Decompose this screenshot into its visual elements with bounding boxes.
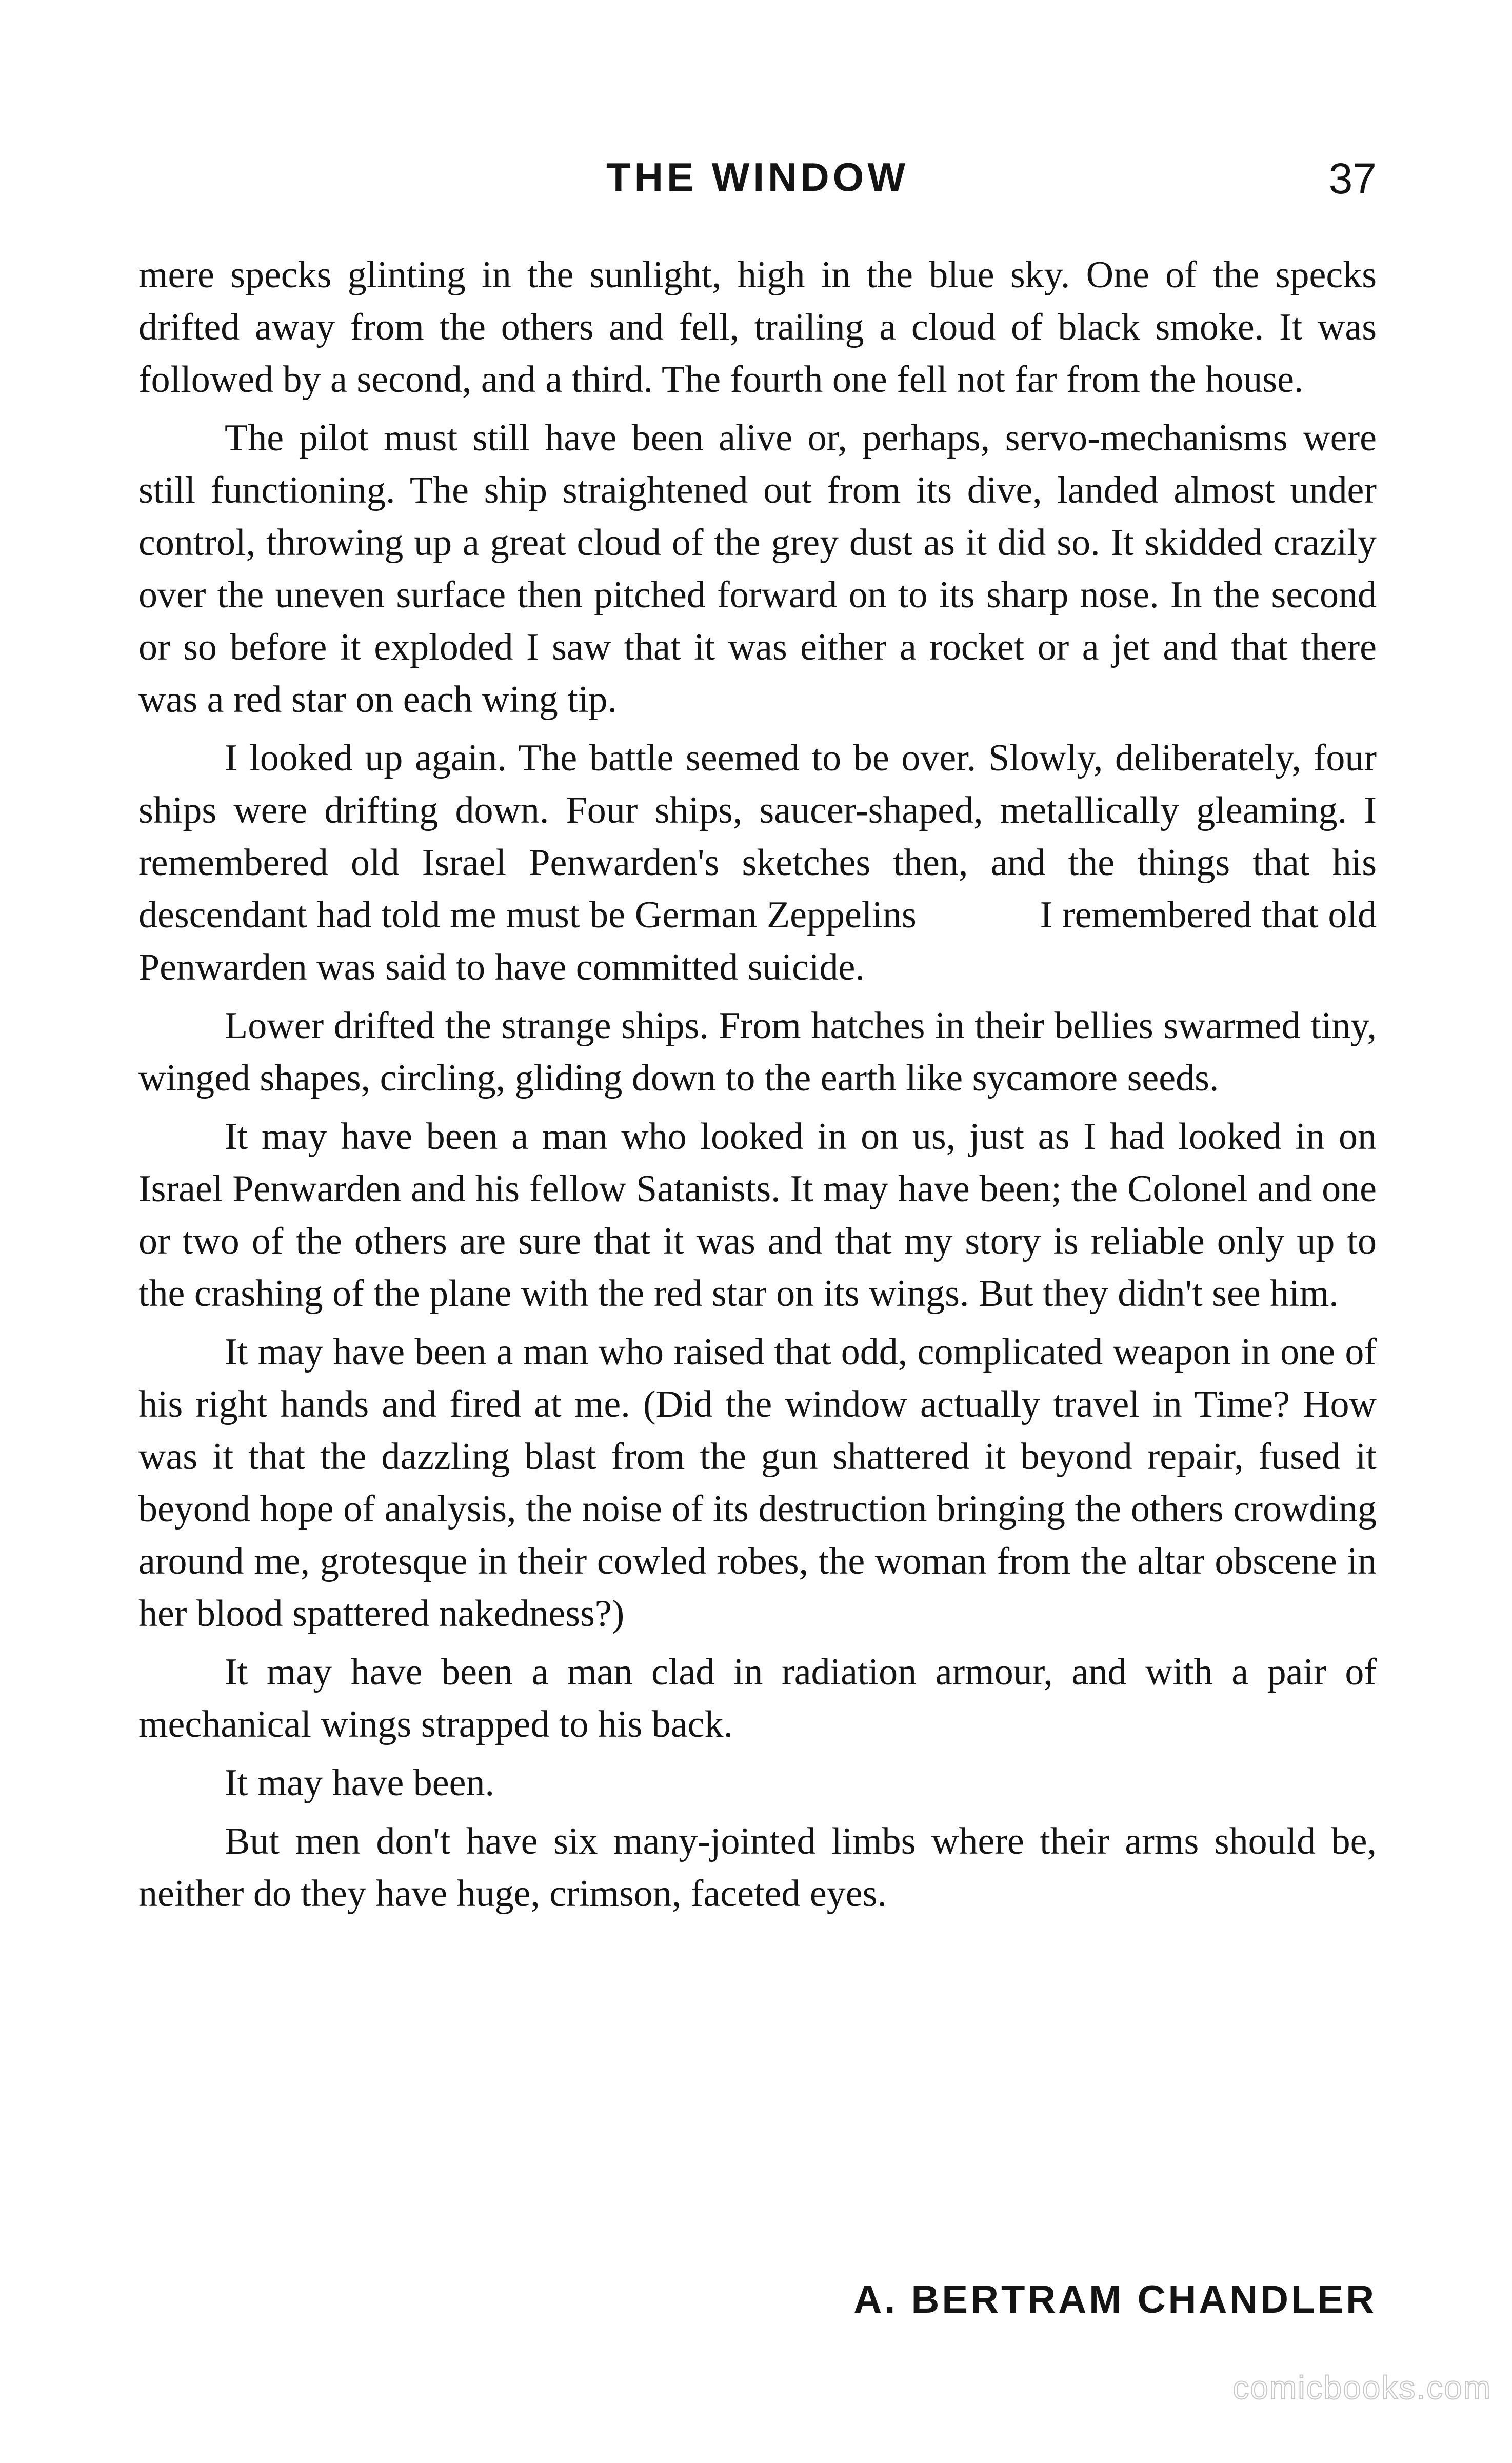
paragraph-2: The pilot must still have been alive or, perhaps, servo-mechanisms were still functioning. The ship straightened out from its dive, landed almost under control, throwing up a great cloud of the grey dust as it did so. It skidded crazily over the uneven surface then pitched forward on to its sharp nose. In the second or so before it exploded I saw that it was either a rocket or a jet and that there was a red star on each wing tip. bbox=[138, 417, 1377, 721]
watermark: comicbooks.com bbox=[1232, 2369, 1491, 2406]
page-number: 37 bbox=[1328, 154, 1377, 203]
paragraph-8: It may have been. bbox=[225, 1762, 494, 1804]
paragraph-9: But men don't have six many-jointed limbs where their arms should be, neither do they have huge, crimson, faceted eyes. bbox=[138, 1820, 1377, 1915]
author-byline: A. BERTRAM CHANDLER bbox=[853, 2278, 1377, 2321]
paragraph-6: It may have been a man who raised that odd, complicated weapon in one of his right hands and fired at me. (Did the window actually travel in Time? How was it that the dazzling blast from the gun shattered it beyond repair, fused it beyond hope of analysis, the noise of its destruction bringing the others crowding around me, grotesque in their cowled robes, the woman from the altar obscene in her blood spattered nakedness?) bbox=[138, 1331, 1377, 1635]
story-text bbox=[138, 249, 1377, 1920]
paragraph-4: Lower drifted the strange ships. From hatches in their bellies swarmed tiny, winged shapes, circling, gliding down to the earth like sycamore seeds. bbox=[138, 1005, 1377, 1099]
page-header bbox=[138, 154, 1377, 226]
running-title: THE WINDOW bbox=[606, 154, 909, 200]
book-page bbox=[138, 154, 1377, 2321]
paragraph-5: It may have been a man who looked in on us, just as I had looked in on Israel Penwarden and his fellow Satanists. It may have been; the Colonel and one or two of the others are sure that it was and that my story is reliable only up to the crashing of the plane with the red star on its wings. But they didn't see him. bbox=[138, 1116, 1377, 1315]
paragraph-7: It may have been a man clad in radiation armour, and with a pair of mechanical wings strapped to his back. bbox=[138, 1651, 1377, 1745]
paragraph-3: I looked up again. The battle seemed to be over. Slowly, deliberately, four ships were drifting down. Four ships, saucer-shaped, metallically gleaming. I remembered old Israel Penwarden's sketches then, and the things that his descendant had told me must be German Zeppelins I remembered that old Penwarden was said to have committed suicide. bbox=[138, 737, 1377, 988]
paragraph-1: mere specks glinting in the sunlight, high in the blue sky. One of the specks drifted away from the others and fell, trailing a cloud of black smoke. It was followed by a second, and a third. The fourth one fell not far from the house. bbox=[138, 254, 1377, 401]
